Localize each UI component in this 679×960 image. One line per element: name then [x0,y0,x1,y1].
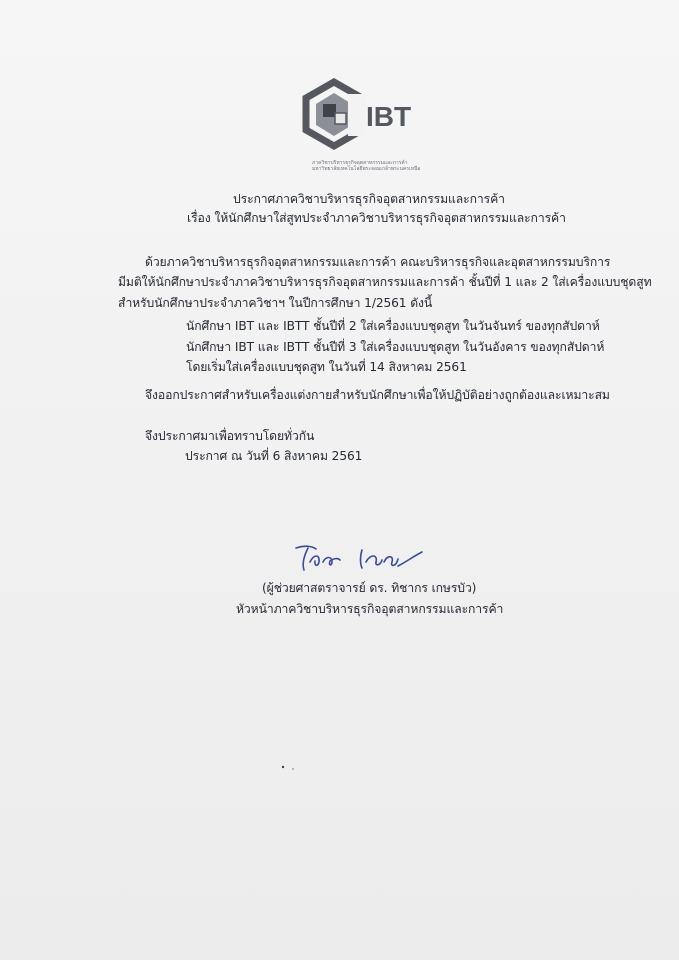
rule-year-3: นักศึกษา IBT และ IBTT ชั้นปีที่ 3 ใส่เครื่องแบบชุดสูท ในวันอังคาร ของทุกสัปดาห์ [186,340,605,354]
scan-speck-dots [280,762,300,772]
paragraph-line-3: สำหรับนักศึกษาประจำภาควิชาฯ ในปีการศึกษา 1/2561 ดังนี้ [118,296,433,310]
logo-caption-line1: ภาควิชาบริหารธุรกิจอุตสาหกรรมและการค้า [312,160,408,166]
start-date-line: โดยเริ่มใส่เครื่องแบบชุดสูท ในวันที่ 14 สิงหาคม 2561 [186,360,467,374]
paragraph-line-1: ด้วยภาควิชาบริหารธุรกิจอุตสาหกรรมและการค้า คณะบริหารธุรกิจและอุตสาหกรรมบริการ [145,255,611,269]
logo-caption-line2: มหาวิทยาลัยเทคโนโลยีพระจอมเกล้าพระนครเหนือ [312,166,421,172]
announcement-title: ประกาศภาควิชาบริหารธุรกิจอุตสาหกรรมและการค้า [233,192,505,206]
notice-line: จึงออกประกาศสำหรับเครื่องแต่งกายสำหรับนักศึกษาเพื่อให้ปฏิบัติอย่างถูกต้องและเหมาะสม [145,388,610,402]
announcement-subject: เรื่อง ให้นักศึกษาใส่สูทประจำภาควิชาบริหารธุรกิจอุตสาหกรรมและการค้า [187,211,566,225]
announce-date: ประกาศ ณ วันที่ 6 สิงหาคม 2561 [185,449,363,463]
rule-year-2: นักศึกษา IBT และ IBTT ชั้นปีที่ 2 ใส่เครื่องแบบชุดสูท ในวันจันทร์ ของทุกสัปดาห์ [186,319,600,333]
closing-line: จึงประกาศมาเพื่อทราบโดยทั่วกัน [145,429,315,443]
handwritten-signature [290,540,430,574]
signatory-position: หัวหน้าภาควิชาบริหารธุรกิจอุตสาหกรรมและการค้า [236,602,504,616]
paragraph-line-2: มีมติให้นักศึกษาประจำภาควิชาบริหารธุรกิจอุตสาหกรรมและการค้า ชั้นปีที่ 1 และ 2 ใส่เครื่องแบบชุดสูท [118,275,652,289]
signatory-name: (ผู้ช่วยศาสตราจารย์ ดร. ทิชากร เกษรบัว) [262,581,477,595]
logo-text: IBT [366,101,412,132]
